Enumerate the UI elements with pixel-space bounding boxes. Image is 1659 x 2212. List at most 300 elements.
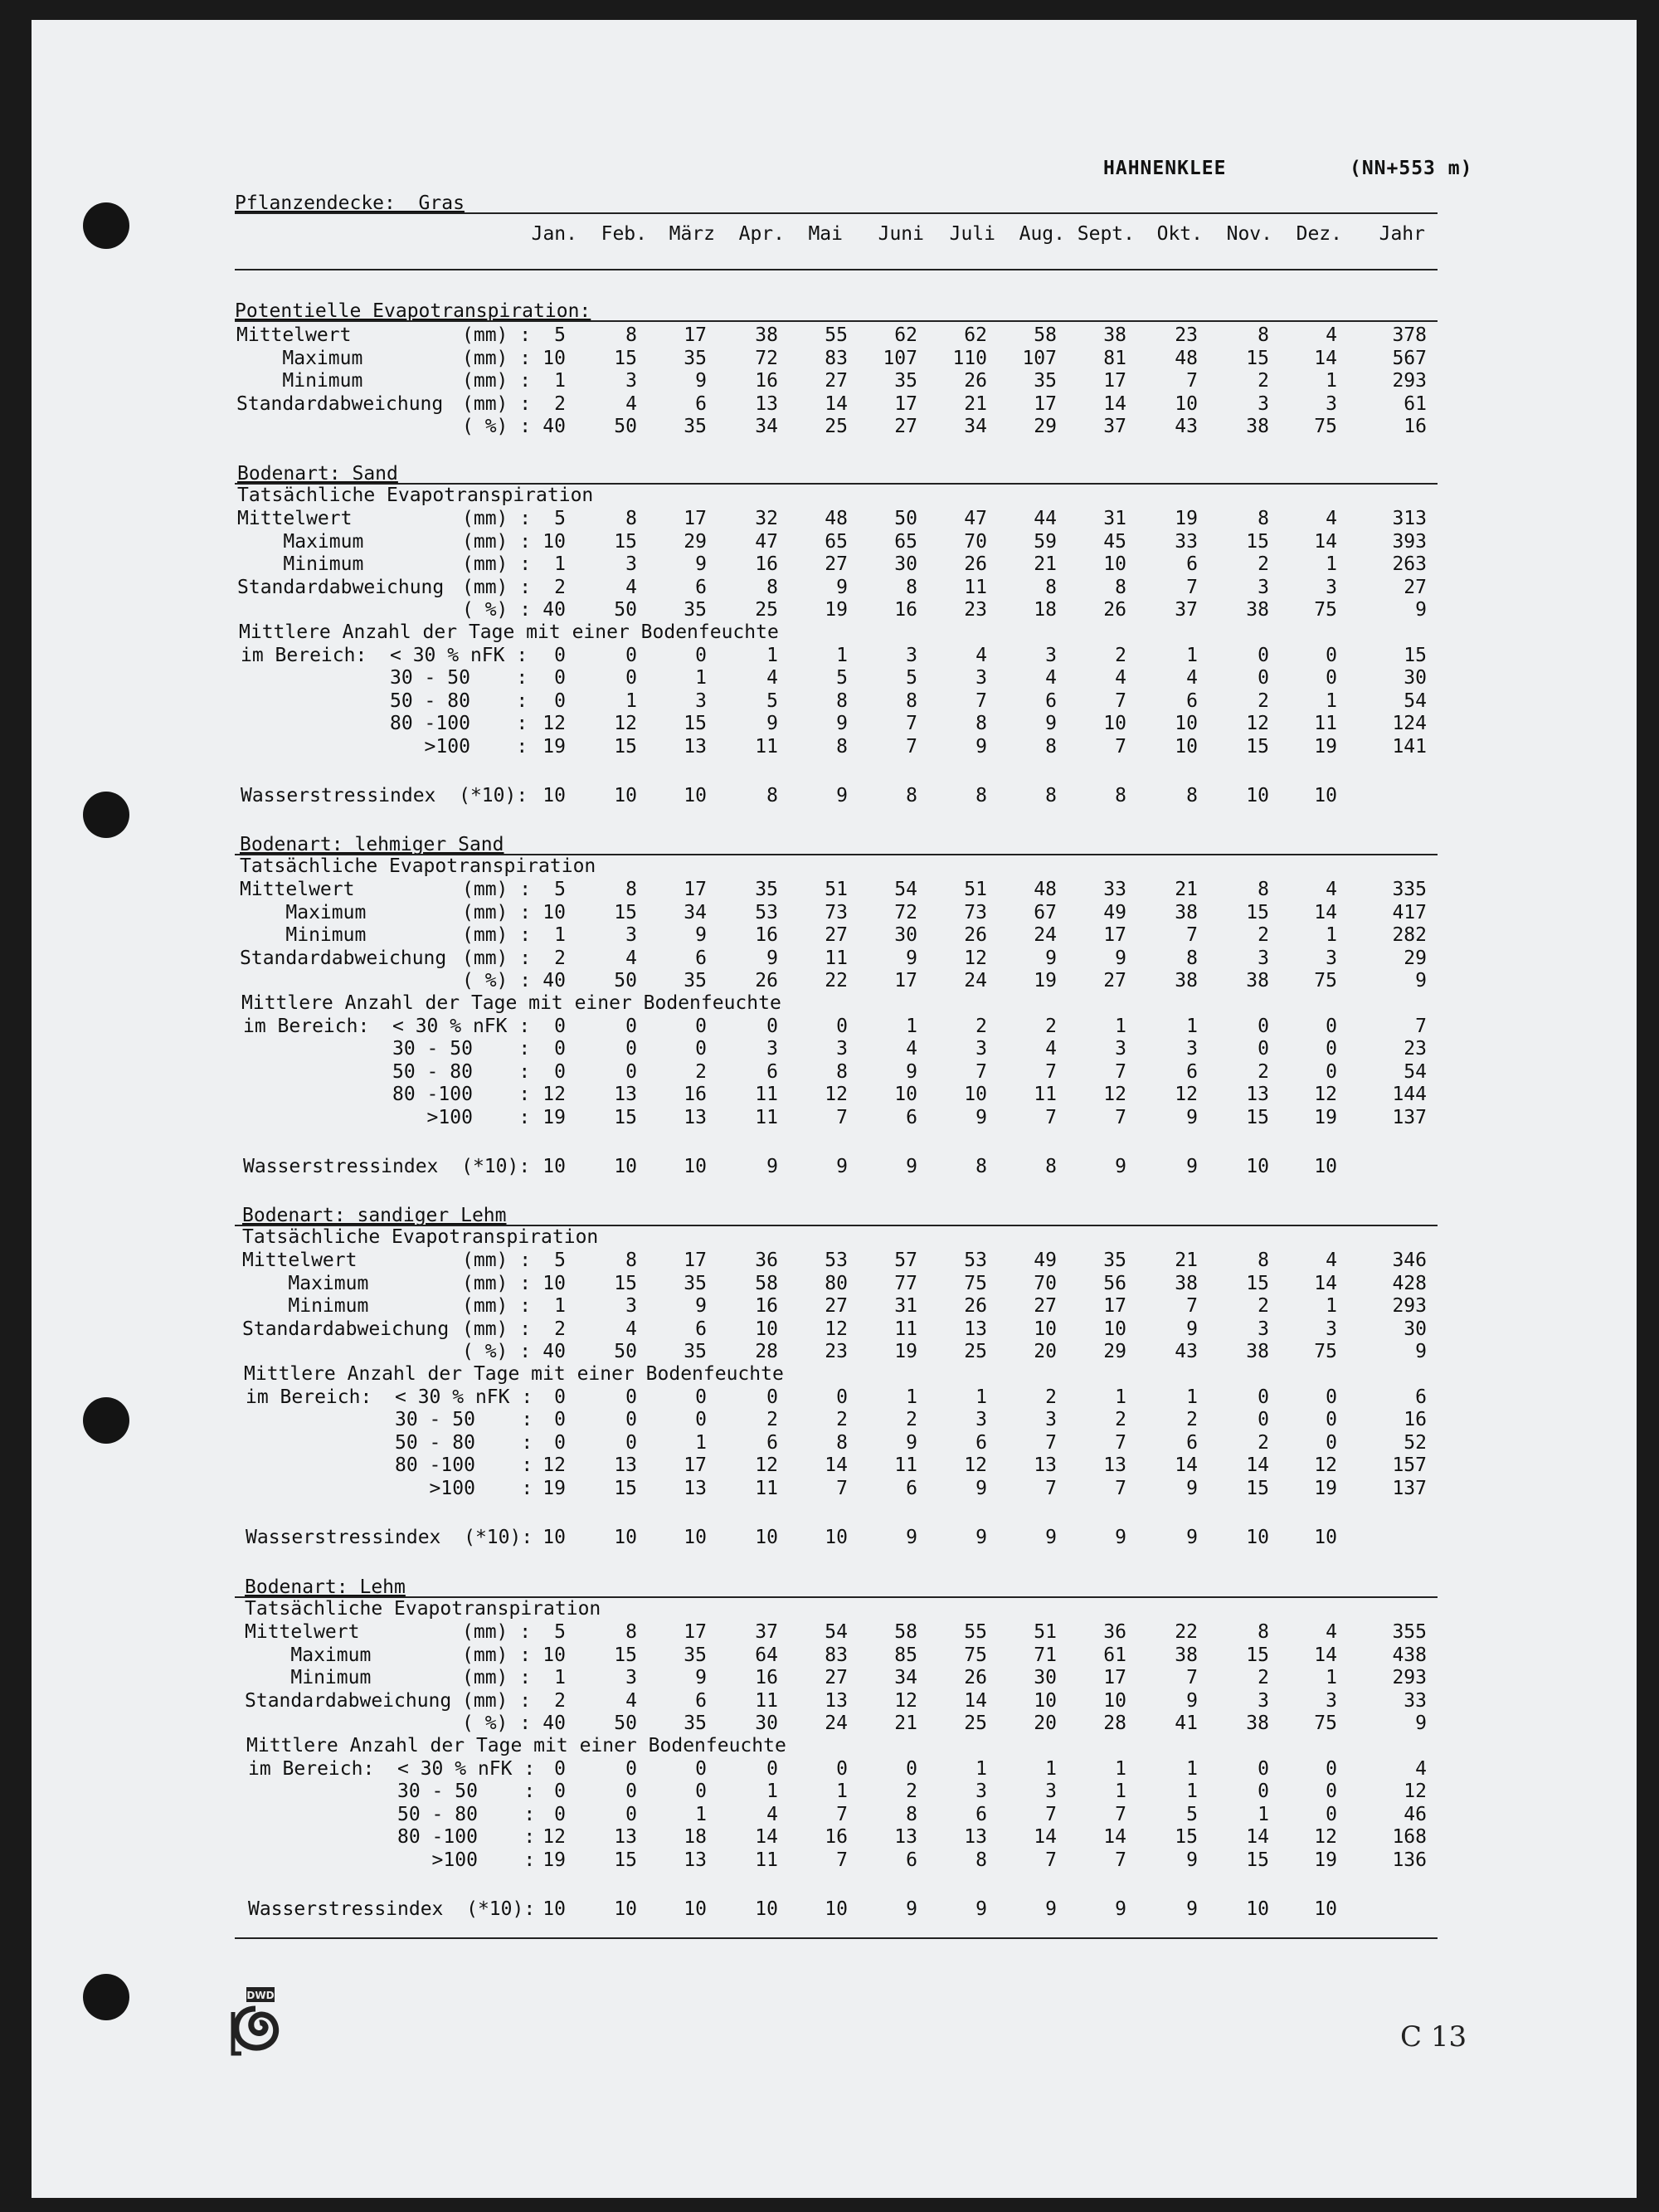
row-label: Wasserstressindex (*10): (241, 785, 528, 806)
value-cell: 1 (554, 1667, 566, 1688)
value-cell: 8 (836, 735, 848, 758)
value-cell: 12 (1175, 1084, 1198, 1105)
value-cell: 9 (975, 1477, 987, 1499)
punch-hole (83, 1974, 129, 2020)
value-cell: 8 (766, 785, 778, 806)
value-cell: 34 (684, 901, 707, 923)
eta-row (0, 923, 1659, 947)
value-cell: 50 (614, 970, 637, 992)
value-cell: 8 (1045, 1156, 1057, 1177)
value-cell: 3 (836, 1038, 848, 1060)
value-cell: 37 (1175, 599, 1198, 621)
value-cell: 23 (1175, 324, 1198, 346)
value-cell: 0 (1326, 1015, 1337, 1037)
value-cell: 15 (1246, 1849, 1269, 1871)
value-cell: 157 (1392, 1454, 1427, 1476)
value-cell: 8 (1045, 785, 1057, 806)
value-cell: 3 (1258, 576, 1269, 598)
value-cell: 19 (894, 1341, 917, 1362)
value-cell: 72 (894, 901, 917, 923)
value-cell: 81 (1103, 347, 1126, 369)
value-cell: 75 (964, 1644, 987, 1666)
value-cell: 0 (625, 644, 637, 666)
row-label: 30 - 50 : (243, 1038, 531, 1060)
value-cell: 8 (1115, 576, 1126, 598)
soil-title: Bodenart: lehmiger Sand (240, 834, 504, 855)
moisture-row (0, 1083, 1659, 1106)
value-cell: 0 (1258, 644, 1269, 666)
value-cell: 8 (906, 785, 917, 806)
row-unit: (mm) : (462, 553, 532, 575)
row-unit: (mm) : (462, 1295, 532, 1317)
value-cell: 10 (1314, 1527, 1337, 1548)
moisture-title: Mittlere Anzahl der Tage mit einer Bodenfeuchte (244, 1362, 784, 1385)
value-cell: 75 (1314, 970, 1337, 992)
value-cell: 35 (755, 879, 778, 900)
value-cell: 9 (836, 713, 848, 734)
value-cell: 5 (554, 324, 566, 346)
value-cell: 9 (1415, 1341, 1427, 1362)
value-cell: 65 (894, 530, 917, 553)
value-cell: 7 (1045, 1106, 1057, 1128)
value-cell: 1 (766, 644, 778, 666)
row-label: Mittelwert (242, 1250, 358, 1271)
value-cell: 28 (1103, 1713, 1126, 1734)
value-cell: 5 (554, 1621, 566, 1643)
value-cell: 7 (975, 689, 987, 712)
value-cell: 21 (1175, 879, 1198, 900)
value-cell: 16 (755, 924, 778, 946)
value-cell: 19 (542, 1477, 566, 1499)
value-cell: 36 (1103, 1621, 1126, 1643)
value-cell: 6 (1186, 689, 1198, 712)
value-cell: 14 (1314, 1272, 1337, 1294)
row-label: 80 -100 : (241, 713, 528, 734)
pet-row (0, 369, 1659, 392)
row-label: Wasserstressindex (*10): (243, 1156, 531, 1177)
value-cell: 35 (684, 599, 707, 621)
value-cell: 9 (906, 1156, 917, 1177)
moisture-row (0, 1060, 1659, 1084)
value-cell: 7 (836, 1849, 848, 1871)
value-cell: 27 (894, 416, 917, 437)
value-cell: 25 (964, 1341, 987, 1362)
value-cell: 9 (1115, 1898, 1126, 1920)
value-cell: 9 (1186, 1318, 1198, 1340)
row-label: 80 -100 : (246, 1454, 533, 1476)
value-cell: 0 (1326, 1431, 1337, 1454)
value-cell: 7 (1115, 735, 1126, 758)
station-header (1103, 158, 1472, 179)
value-cell: 16 (1404, 416, 1427, 437)
value-cell: 13 (1103, 1454, 1126, 1476)
value-cell: 6 (906, 1849, 917, 1871)
row-label: im Bereich: < 30 % nFK : (241, 644, 528, 666)
value-cell: 4 (766, 667, 778, 689)
value-cell: 10 (1314, 785, 1337, 806)
value-cell: 0 (554, 1757, 566, 1780)
value-cell: 1 (554, 553, 566, 575)
value-cell: 2 (554, 576, 566, 598)
eta-row (0, 1620, 1659, 1644)
value-cell: 12 (542, 1826, 566, 1848)
value-cell: 9 (695, 924, 707, 946)
value-cell: 4 (625, 576, 637, 598)
row-unit: (mm) : (462, 879, 532, 900)
value-cell: 3 (625, 370, 637, 392)
value-cell: 107 (1022, 347, 1057, 369)
value-cell: 22 (825, 970, 848, 992)
value-cell: 13 (684, 1106, 707, 1128)
value-cell: 59 (1034, 530, 1057, 553)
value-cell: 35 (1034, 370, 1057, 392)
value-cell: 26 (964, 1295, 987, 1317)
eta-row (0, 1272, 1659, 1295)
value-cell: 17 (684, 1454, 707, 1476)
value-cell: 1 (1115, 1757, 1126, 1780)
value-cell: 0 (695, 1038, 707, 1060)
value-cell: 12 (825, 1084, 848, 1105)
value-cell: 3 (625, 1667, 637, 1688)
value-cell: 25 (964, 1713, 987, 1734)
moisture-row (0, 1757, 1659, 1781)
moisture-row (0, 1431, 1659, 1454)
value-cell: 4 (1415, 1757, 1427, 1780)
row-label: Wasserstressindex (*10): (246, 1527, 533, 1548)
value-cell: 35 (684, 1644, 707, 1666)
value-cell: 40 (542, 1713, 566, 1734)
value-cell: 30 (894, 924, 917, 946)
station-name: HAHNENKLEE (1103, 158, 1227, 179)
value-cell: 16 (755, 370, 778, 392)
value-cell: 16 (755, 1295, 778, 1317)
value-cell: 10 (1175, 392, 1198, 415)
value-cell: 35 (684, 1341, 707, 1362)
row-unit: (mm) : (462, 1272, 532, 1294)
value-cell: 19 (542, 1849, 566, 1871)
row-label: 30 - 50 : (241, 667, 528, 689)
stress-row (0, 1526, 1659, 1549)
value-cell: 3 (1326, 1689, 1337, 1712)
value-cell: 16 (894, 599, 917, 621)
value-cell: 49 (1034, 1250, 1057, 1271)
moisture-title: Mittlere Anzahl der Tage mit einer Bodenfeuchte (246, 1734, 786, 1756)
eta-row (0, 598, 1659, 621)
value-cell: 17 (1103, 370, 1126, 392)
value-cell: 26 (964, 1667, 987, 1688)
value-cell: 1 (1326, 1667, 1337, 1688)
value-cell: 168 (1392, 1826, 1427, 1848)
moisture-row (0, 1825, 1659, 1849)
value-cell: 47 (755, 530, 778, 553)
value-cell: 0 (695, 1781, 707, 1802)
row-label: Maximum (236, 347, 363, 369)
value-cell: 75 (964, 1272, 987, 1294)
value-cell: 7 (906, 735, 917, 758)
value-cell: 7 (836, 1477, 848, 1499)
month-header: Dez. (1296, 223, 1342, 245)
value-cell: 25 (755, 599, 778, 621)
value-cell: 75 (1314, 1713, 1337, 1734)
value-cell: 1 (1045, 1757, 1057, 1780)
value-cell: 3 (1326, 1318, 1337, 1340)
value-cell: 85 (894, 1644, 917, 1666)
value-cell: 50 (614, 1713, 637, 1734)
value-cell: 6 (975, 1803, 987, 1825)
value-cell: 13 (684, 735, 707, 758)
value-cell: 37 (1103, 416, 1126, 437)
value-cell: 26 (755, 970, 778, 992)
row-unit: (mm) : (462, 1689, 532, 1712)
moisture-row (0, 1106, 1659, 1129)
value-cell: 15 (614, 1477, 637, 1499)
value-cell: 10 (825, 1898, 848, 1920)
value-cell: 32 (755, 508, 778, 529)
value-cell: 1 (906, 1015, 917, 1037)
value-cell: 1 (975, 1757, 987, 1780)
value-cell: 4 (1045, 1038, 1057, 1060)
value-cell: 9 (1186, 1527, 1198, 1548)
value-cell: 7 (1045, 1060, 1057, 1083)
value-cell: 75 (1314, 416, 1337, 437)
row-label: Maximum (242, 1272, 369, 1294)
value-cell: 10 (684, 1156, 707, 1177)
row-label: Wasserstressindex (*10): (248, 1898, 536, 1920)
value-cell: 9 (906, 947, 917, 969)
value-cell: 3 (1326, 576, 1337, 598)
value-cell: 8 (906, 576, 917, 598)
value-cell: 0 (836, 1386, 848, 1408)
value-cell: 3 (625, 924, 637, 946)
row-unit: (mm) : (462, 392, 532, 415)
rule-line (235, 320, 1438, 322)
value-cell: 7 (1115, 1060, 1126, 1083)
value-cell: 2 (695, 1060, 707, 1083)
value-cell: 10 (825, 1527, 848, 1548)
value-cell: 10 (542, 1898, 566, 1920)
month-header: Nov. (1226, 223, 1272, 245)
rule-line (235, 212, 1438, 214)
value-cell: 15 (1246, 1106, 1269, 1128)
value-cell: 27 (1404, 576, 1427, 598)
moisture-row (0, 1386, 1659, 1409)
row-label: Minimum (242, 1295, 369, 1317)
value-cell: 0 (836, 1757, 848, 1780)
value-cell: 43 (1175, 1341, 1198, 1362)
value-cell: 8 (906, 689, 917, 712)
value-cell: 27 (825, 553, 848, 575)
value-cell: 17 (684, 1621, 707, 1643)
value-cell: 7 (1186, 370, 1198, 392)
month-header: Okt. (1156, 223, 1203, 245)
value-cell: 10 (1246, 785, 1269, 806)
value-cell: 2 (554, 947, 566, 969)
value-cell: 9 (906, 1060, 917, 1083)
value-cell: 4 (1045, 667, 1057, 689)
value-cell: 17 (894, 392, 917, 415)
value-cell: 10 (1314, 1156, 1337, 1177)
value-cell: 8 (975, 713, 987, 734)
value-cell: 293 (1392, 1667, 1427, 1688)
value-cell: 3 (1045, 1781, 1057, 1802)
value-cell: 0 (625, 1015, 637, 1037)
stress-row (0, 1155, 1659, 1178)
value-cell: 6 (695, 1689, 707, 1712)
value-cell: 9 (1115, 947, 1126, 969)
value-cell: 3 (1258, 1318, 1269, 1340)
value-cell: 110 (952, 347, 987, 369)
value-cell: 16 (1404, 1409, 1427, 1430)
value-cell: 10 (542, 901, 566, 923)
eta-row (0, 1712, 1659, 1735)
value-cell: 10 (684, 785, 707, 806)
value-cell: 0 (625, 667, 637, 689)
value-cell: 26 (964, 924, 987, 946)
value-cell: 4 (625, 947, 637, 969)
eta-row (0, 530, 1659, 553)
value-cell: 54 (1404, 689, 1427, 712)
value-cell: 21 (1175, 1250, 1198, 1271)
value-cell: 10 (1103, 1318, 1126, 1340)
value-cell: 6 (766, 1431, 778, 1454)
value-cell: 2 (1258, 1431, 1269, 1454)
row-label: Maximum (240, 901, 367, 923)
value-cell: 0 (554, 1038, 566, 1060)
moisture-row (0, 1849, 1659, 1872)
value-cell: 12 (542, 1454, 566, 1476)
value-cell: 26 (1103, 599, 1126, 621)
value-cell: 54 (894, 879, 917, 900)
value-cell: 8 (906, 1803, 917, 1825)
value-cell: 15 (1246, 735, 1269, 758)
value-cell: 7 (1115, 1803, 1126, 1825)
value-cell: 16 (755, 553, 778, 575)
row-label: 50 - 80 : (246, 1431, 533, 1454)
value-cell: 9 (1045, 1527, 1057, 1548)
row-label: Standardabweichung (242, 1318, 450, 1340)
value-cell: 34 (755, 416, 778, 437)
value-cell: 0 (1258, 1781, 1269, 1802)
value-cell: 37 (755, 1621, 778, 1643)
value-cell: 7 (975, 1060, 987, 1083)
value-cell: 0 (766, 1757, 778, 1780)
row-label: >100 : (246, 1477, 533, 1499)
value-cell: 15 (614, 347, 637, 369)
value-cell: 8 (625, 508, 637, 529)
station-elevation: (NN+553 m) (1349, 158, 1473, 179)
value-cell: 1 (1186, 1781, 1198, 1802)
value-cell: 31 (1103, 508, 1126, 529)
value-cell: 70 (964, 530, 987, 553)
value-cell: 9 (1415, 970, 1427, 992)
value-cell: 0 (554, 1060, 566, 1083)
value-cell: 26 (964, 370, 987, 392)
row-unit: ( %) : (462, 1341, 532, 1362)
value-cell: 7 (1415, 1015, 1427, 1037)
value-cell: 7 (1115, 1477, 1126, 1499)
value-cell: 71 (1034, 1644, 1057, 1666)
eta-row (0, 1666, 1659, 1689)
value-cell: 8 (975, 1849, 987, 1871)
value-cell: 0 (625, 1386, 637, 1408)
moisture-row (0, 1408, 1659, 1431)
value-cell: 58 (894, 1621, 917, 1643)
row-label: >100 : (243, 1106, 531, 1128)
value-cell: 12 (825, 1318, 848, 1340)
value-cell: 27 (825, 370, 848, 392)
value-cell: 7 (1045, 1431, 1057, 1454)
month-header: Jan. (531, 223, 577, 245)
moisture-row (0, 1037, 1659, 1060)
value-cell: 12 (1404, 1781, 1427, 1802)
value-cell: 2 (1258, 689, 1269, 712)
value-cell: 12 (964, 1454, 987, 1476)
value-cell: 10 (755, 1527, 778, 1548)
row-label: im Bereich: < 30 % nFK : (243, 1015, 531, 1037)
row-label: Minimum (237, 553, 364, 575)
value-cell: 4 (1326, 1250, 1337, 1271)
value-cell: 12 (964, 947, 987, 969)
value-cell: 9 (906, 1527, 917, 1548)
value-cell: 0 (695, 1015, 707, 1037)
value-cell: 11 (755, 1477, 778, 1499)
row-label: 30 - 50 : (246, 1409, 533, 1430)
value-cell: 3 (1115, 1038, 1126, 1060)
value-cell: 9 (1115, 1156, 1126, 1177)
value-cell: 10 (964, 1084, 987, 1105)
value-cell: 14 (1103, 1826, 1126, 1848)
value-cell: 10 (542, 530, 566, 553)
value-cell: 83 (825, 1644, 848, 1666)
value-cell: 9 (766, 713, 778, 734)
value-cell: 11 (755, 735, 778, 758)
value-cell: 19 (1034, 970, 1057, 992)
value-cell: 50 (894, 508, 917, 529)
value-cell: 16 (755, 1667, 778, 1688)
value-cell: 0 (1326, 1386, 1337, 1408)
value-cell: 73 (964, 901, 987, 923)
row-unit: (mm) : (462, 1250, 532, 1271)
value-cell: 72 (755, 347, 778, 369)
value-cell: 2 (906, 1781, 917, 1802)
value-cell: 19 (1314, 1849, 1337, 1871)
value-cell: 31 (894, 1295, 917, 1317)
value-cell: 9 (1045, 713, 1057, 734)
eta-row (0, 1689, 1659, 1713)
value-cell: 1 (554, 924, 566, 946)
value-cell: 14 (1314, 530, 1337, 553)
value-cell: 0 (695, 1757, 707, 1780)
value-cell: 8 (625, 879, 637, 900)
value-cell: 14 (1246, 1826, 1269, 1848)
value-cell: 3 (766, 1038, 778, 1060)
value-cell: 15 (1246, 1272, 1269, 1294)
value-cell: 38 (1175, 901, 1198, 923)
value-cell: 14 (1103, 392, 1126, 415)
value-cell: 15 (1175, 1826, 1198, 1848)
value-cell: 8 (625, 1621, 637, 1643)
row-unit: (mm) : (462, 1667, 532, 1688)
moisture-row (0, 1803, 1659, 1826)
value-cell: 3 (1258, 1689, 1269, 1712)
value-cell: 53 (755, 901, 778, 923)
value-cell: 47 (964, 508, 987, 529)
value-cell: 80 (825, 1272, 848, 1294)
value-cell: 4 (975, 644, 987, 666)
value-cell: 11 (894, 1454, 917, 1476)
row-label: 50 - 80 : (248, 1803, 536, 1825)
value-cell: 10 (1175, 735, 1198, 758)
